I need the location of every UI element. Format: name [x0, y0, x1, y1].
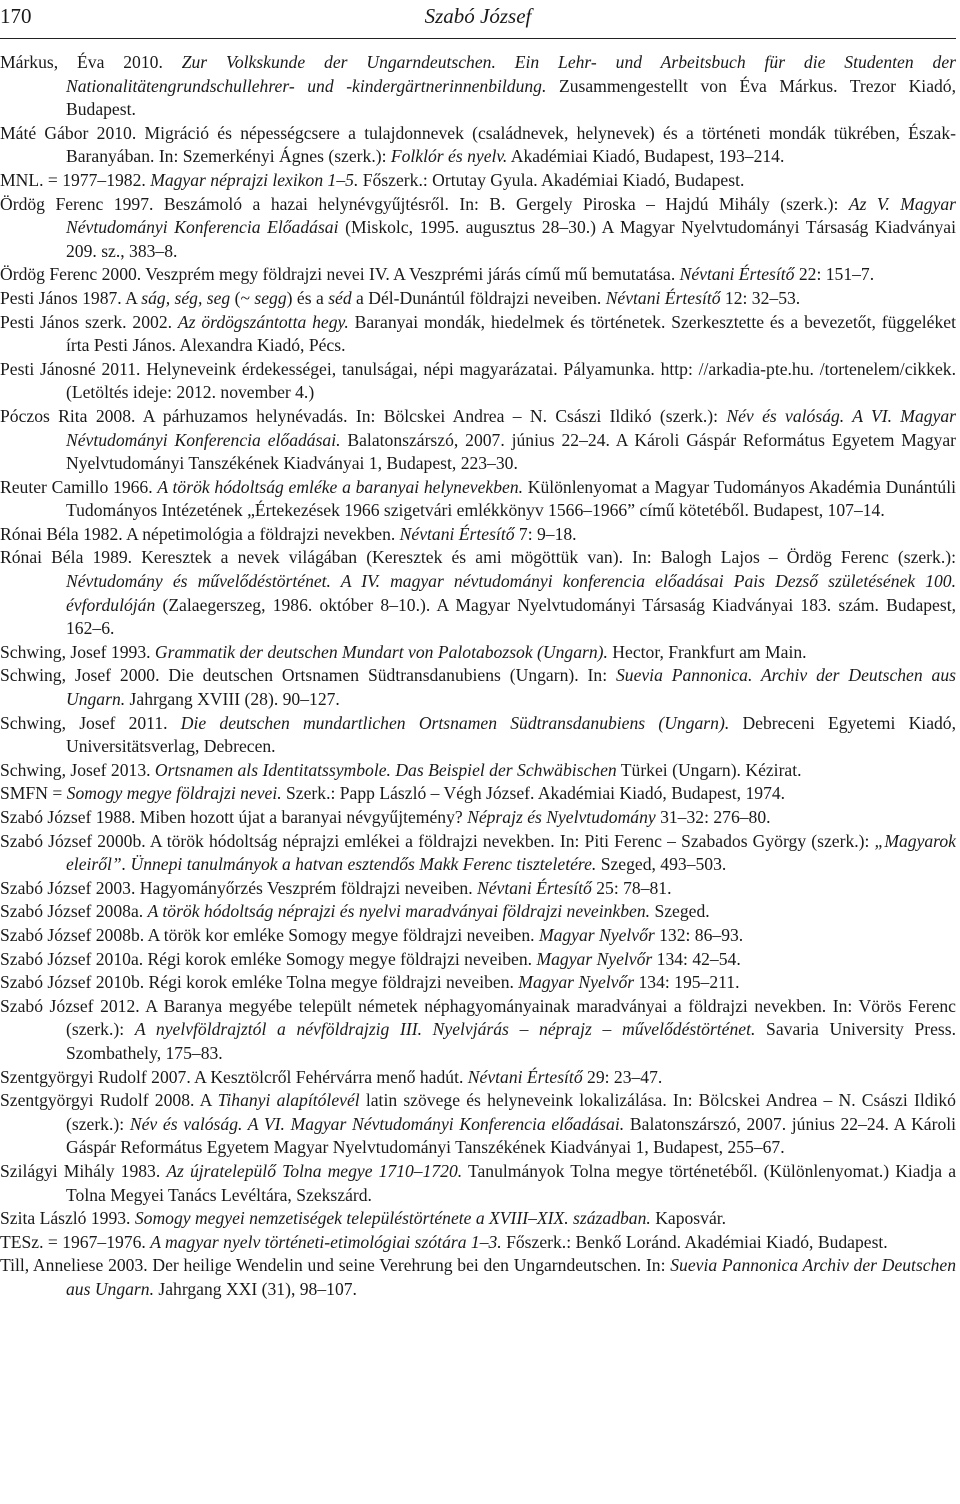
reference-title-italic: A magyar nyelv történeti-etimológiai szótára 1–3.: [150, 1231, 502, 1252]
reference-title-italic: Néprajz és Nyelvtudomány: [467, 807, 656, 827]
reference-text: Szabó József 2010b. Régi korok emléke Tolna megye földrajzi neveiben.: [0, 972, 519, 993]
reference-text: Balatonszárszó, 2007. június 22–24. A Károli Gáspár Református Egyetem Magyar Nyelvtudományi Tanszékének Kiadványai 1, Budapest, 223–30.: [66, 429, 956, 474]
reference-entry: [0, 971, 956, 995]
reference-text: Savaria University Press. Szombathely, 175–83.: [66, 1019, 956, 1063]
reference-text: ) és a: [286, 287, 329, 308]
reference-entry: [0, 712, 956, 759]
reference-text: Akadémiai Kiadó, Budapest, 193–214.: [507, 146, 785, 167]
reference-text: Kaposvár.: [650, 1208, 727, 1229]
reference-text: TESz. = 1967–1976.: [0, 1231, 151, 1252]
reference-title-italic: Die deutschen mundartlichen Ortsnamen Südtransdanubiens (Ungarn).: [180, 712, 730, 733]
reference-text: Szabó József 1988. Miben hozott újat a baranyai névgyűjtemény?: [0, 807, 468, 827]
page-number: 170: [0, 4, 32, 28]
reference-title-italic: Az ördögszántotta hegy.: [177, 311, 349, 332]
reference-text: Szentgyörgyi Rudolf 2008. A: [0, 1090, 218, 1111]
reference-text: Schwing, Josef 2013.: [0, 759, 155, 780]
reference-entry: [0, 806, 956, 830]
reference-text: Türkei (Ungarn). Kézirat.: [616, 759, 802, 780]
reference-text: Főszerk.: Benkő Loránd. Akadémiai Kiadó, Budapest.: [501, 1231, 888, 1252]
reference-text: 31–32: 276–80.: [655, 807, 771, 827]
reference-text: Zusammengestellt von Éva Márkus. Trezor Kiadó, Budapest.: [66, 75, 956, 120]
reference-title-italic: Magyar Nyelvőr: [538, 924, 655, 945]
reference-entry: [0, 995, 956, 1066]
reference-text: Póczos Rita 2008. A párhuzamos helynévadás. In: Bölcskei Andrea – N. Császi Ildikó (szerk.):: [0, 405, 727, 426]
reference-title-italic: séd: [328, 287, 352, 308]
reference-text: Szilágyi Mihály 1983.: [0, 1160, 167, 1181]
reference-text: 7: 9–18.: [514, 523, 577, 544]
reference-text: Szabó József 2000b. A török hódoltság néprajzi emlékei a földrajzi nevekben. In: Piti Ferenc – Szabados György (szerk.):: [0, 830, 875, 851]
reference-entry: [0, 51, 956, 122]
reference-list: [0, 51, 956, 1301]
reference-text: 25: 78–81.: [591, 877, 672, 898]
reference-title-italic: Somogy megyei nemzetiségek településtörténete a XVIII–XIX. században.: [134, 1208, 651, 1229]
reference-entry: [0, 523, 956, 547]
reference-title-italic: Grammatik der deutschen Mundart von Palotabozsok (Ungarn).: [154, 641, 608, 662]
reference-title-italic: Névtani Értesítő: [467, 1066, 583, 1087]
reference-entry: [0, 1207, 956, 1231]
reference-text: 134: 195–211.: [634, 972, 740, 993]
reference-title-italic: A török hódoltság néprajzi és nyelvi maradványai földrajzi neveinkben.: [147, 901, 651, 922]
reference-text: Márkus, Éva 2010.: [0, 52, 182, 72]
reference-title-italic: Folklór és nyelv.: [390, 146, 508, 167]
reference-text: latin szövege és helyneveink lokalizálása. In: Bölcskei Andrea – N. Császi Ildikó (szerk.):: [66, 1090, 956, 1134]
reference-entry: [0, 311, 956, 358]
reference-text: Szita László 1993.: [0, 1208, 135, 1229]
reference-text: Schwing, Josef 2000. Die deutschen Ortsnamen Südtransdanubiens (Ungarn). In:: [0, 665, 616, 686]
reference-entry: [0, 358, 956, 405]
reference-text: (Zalaegerszeg, 1986. október 8–10.). A Magyar Nyelvtudományi Társaság Kiadványai 183. szám. Budapest, 162–6.: [66, 594, 956, 639]
reference-text: Jahrgang XVIII (28). 90–127.: [125, 689, 340, 710]
reference-title-italic: Ortsnamen als Identitatssymbole. Das Beispiel der Schwäbischen: [154, 759, 617, 780]
reference-text: Rónai Béla 1982. A népetimológia a földrajzi nevekben.: [0, 523, 400, 544]
reference-title-italic: Névtani Értesítő: [605, 287, 721, 308]
reference-text: Reuter Camillo 1966.: [0, 476, 158, 497]
reference-entry: [0, 122, 956, 169]
running-title: Szabó József: [424, 4, 532, 28]
reference-text: Balatonszárszó, 2007. június 22–24. A Károli Gáspár Református Egyetem Magyar Nyelvtudományi Tanszékének Kiadványai 1, Budapest, 255–67.: [66, 1113, 957, 1158]
reference-text: Tanulmányok Tolna megye történetéből. (Különlenyomat.) Kiadja a Tolna Megyei Tanács Levéltára, Szekszárd.: [66, 1160, 957, 1205]
reference-entry: [0, 263, 956, 287]
reference-text: Ördög Ferenc 1997. Beszámoló a hazai helynévgyűjtésről. In: B. Gergely Piroska – Hajdú Mihály (szerk.):: [0, 193, 849, 214]
reference-text: 132: 86–93.: [654, 924, 744, 945]
reference-title-italic: Magyar Nyelvőr: [536, 948, 653, 969]
reference-text: Debreceni Egyetemi Kiadó, Universitätsverlag, Debrecen.: [66, 712, 956, 757]
reference-title-italic: Név és valóság. A VI. Magyar Névtudományi Konferencia előadásai.: [66, 405, 956, 450]
reference-entry: [0, 1231, 956, 1255]
reference-entry: [0, 948, 956, 972]
reference-entry: [0, 1160, 956, 1207]
reference-entry: [0, 546, 956, 640]
page-header: [0, 0, 956, 39]
reference-text: 22: 151–7.: [794, 264, 875, 285]
reference-text: Baranyai mondák, hiedelmek és történetek. Szerkesztette és a bevezetőt, függeléket írta Pesti János. Alexandra Kiadó, Pécs.: [66, 311, 956, 356]
reference-title-italic: Magyar Nyelvőr: [518, 972, 635, 993]
reference-title-italic: A nyelvföldrajztól a névföldrajzig III. Nyelvjárás – néprajz – művelődéstörténet.: [134, 1019, 756, 1040]
reference-text: Különlenyomat a Magyar Tudományos Akadémia Dunántúli Tudományos Intézetének „Értekezések 1966 szigetvári emlékkönyv 1566–1966” című kötetéből. Budapest, 107–14.: [66, 476, 956, 521]
reference-title-italic: Zur Volkskunde der Ungarndeutschen. Ein Lehr- und Arbeitsbuch für die Studenten der Nationalitätengrundschullehrer- und -kindergärtnerinnenbildung.: [66, 52, 956, 96]
reference-text: a Dél-Dunántúl földrajzi neveiben.: [351, 287, 606, 308]
reference-title-italic: Suevia Pannonica. Archiv der Deutschen aus Ungarn.: [66, 665, 956, 710]
reference-text: Ördög Ferenc 2000. Veszprém megy földrajzi nevei IV. A Veszprémi járás című mű bemutatása.: [0, 264, 680, 285]
reference-entry: [0, 924, 956, 948]
reference-text: 29: 23–47.: [582, 1066, 663, 1087]
reference-title-italic: Magyar néprajzi lexikon 1–5.: [150, 169, 359, 190]
reference-title-italic: Névtudomány és művelődéstörténet. A IV. magyar névtudományi konferencia előadásai Pais Dezső születésének 100. évfordulóján: [66, 571, 956, 615]
reference-title-italic: segg: [254, 287, 287, 308]
reference-text: 134: 42–54.: [652, 948, 741, 969]
reference-entry: [0, 476, 956, 523]
reference-text: Pesti János szerk. 2002.: [0, 311, 178, 332]
reference-text: (Miskolc, 1995. augusztus 28–30.) A Magyar Nyelvtudományi Társaság Kiadványai 209. sz., 383–8.: [66, 217, 956, 261]
reference-text: Pesti Jánosné 2011. Helyneveink érdekességei, tanulságai, népi magyarázatai. Pályamunka. http: //arkadia-pte.hu. /tortenelem/cikkek. (Letöltés ideje: 2012. november 4.): [0, 358, 956, 403]
reference-entry: [0, 193, 956, 264]
reference-text: Szabó József 2003. Hagyományőrzés Veszprém földrajzi neveiben.: [0, 877, 477, 898]
reference-text: Szabó József 2008a.: [0, 901, 148, 922]
reference-entry: [0, 782, 956, 806]
reference-title-italic: Névtani Értesítő: [399, 523, 515, 544]
reference-entry: [0, 664, 956, 711]
reference-text: Szabó József 2008b. A török kor emléke Somogy megye földrajzi neveiben.: [0, 924, 539, 945]
reference-text: SMFN =: [0, 783, 67, 804]
reference-text: (~: [230, 287, 255, 308]
reference-text: Jahrgang XXI (31), 98–107.: [153, 1278, 357, 1299]
reference-text: Szabó József 2012. A Baranya megyébe települt németek néphagyományainak maradványai a földrajzi nevekben. In: Vörös Ferenc (szerk.):: [0, 995, 956, 1040]
reference-entry: [0, 900, 956, 924]
reference-title-italic: Az újratelepülő Tolna megye 1710–1720.: [166, 1160, 463, 1181]
reference-title-italic: Név és valóság. A VI. Magyar Névtudományi Konferencia előadásai.: [129, 1113, 625, 1134]
reference-text: Szeged.: [650, 901, 710, 922]
reference-title-italic: Tihanyi alapítólevél: [217, 1090, 360, 1111]
reference-entry: [0, 1089, 956, 1160]
reference-entry: [0, 287, 956, 311]
reference-text: MNL. = 1977–1982.: [0, 169, 151, 190]
reference-text: Szerk.: Papp László – Végh József. Akadémiai Kiadó, Budapest, 1974.: [281, 783, 786, 804]
reference-entry: [0, 1254, 956, 1301]
reference-text: Főszerk.: Ortutay Gyula. Akadémiai Kiadó, Budapest.: [358, 169, 745, 190]
reference-text: Pesti János 1987. A: [0, 287, 142, 308]
reference-entry: [0, 641, 956, 665]
reference-title-italic: Az V. Magyar Névtudományi Konferencia Előadásai: [66, 193, 956, 238]
reference-title-italic: Somogy megye földrajzi nevei.: [66, 783, 282, 804]
reference-title-italic: ság, ség, seg: [141, 287, 231, 308]
reference-entry: [0, 877, 956, 901]
reference-text: Szentgyörgyi Rudolf 2007. A Kesztölcről Fehérvárra menő hadút.: [0, 1066, 468, 1087]
reference-title-italic: A török hódoltság emléke a baranyai helynevekben.: [157, 476, 524, 497]
reference-text: Till, Anneliese 2003. Der heilige Wendelin und seine Verehrung bei den Ungarndeutschen. In:: [0, 1255, 671, 1276]
reference-text: Máté Gábor 2010. Migráció és népességcsere a tulajdonnevek (családnevek, helynevek) és a történeti mondák tükrében, Észak-Baranyában. In: Szemerkényi Ágnes (szerk.):: [0, 122, 956, 167]
reference-entry: [0, 169, 956, 193]
reference-entry: [0, 830, 956, 877]
reference-text: Rónai Béla 1989. Keresztek a nevek világában (Keresztek és ami mögöttük van). In: Balogh Lajos – Ördög Ferenc (szerk.):: [0, 547, 956, 568]
reference-text: Schwing, Josef 2011.: [0, 712, 181, 733]
reference-text: Hector, Frankfurt am Main.: [607, 641, 807, 662]
reference-title-italic: Suevia Pannonica Archiv der Deutschen aus Ungarn.: [66, 1255, 956, 1299]
reference-entry: [0, 405, 956, 476]
reference-entry: [0, 759, 956, 783]
reference-entry: [0, 1066, 956, 1090]
reference-title-italic: Névtani Értesítő: [679, 264, 795, 285]
reference-text: Szabó József 2010a. Régi korok emléke Somogy megye földrajzi neveiben.: [0, 948, 537, 969]
reference-text: 12: 32–53.: [720, 287, 801, 308]
reference-text: Szeged, 493–503.: [596, 854, 727, 875]
reference-title-italic: „Magyarok eleiről”. Ünnepi tanulmányok a hatvan esztendős Makk Ferenc tiszteletére.: [66, 830, 956, 875]
reference-title-italic: Névtani Értesítő: [477, 877, 592, 898]
reference-text: Schwing, Josef 1993.: [0, 641, 155, 662]
